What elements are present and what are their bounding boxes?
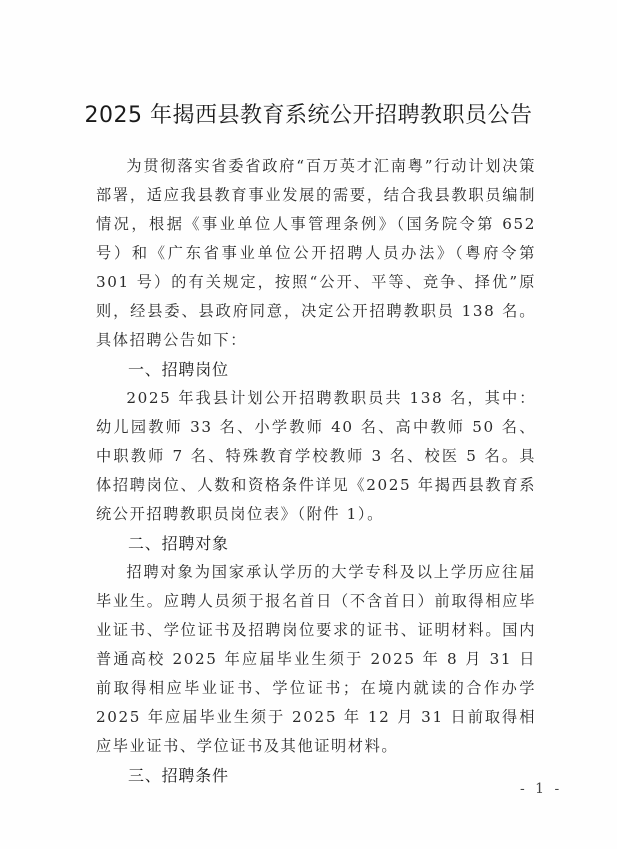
intro-paragraph: 为贯彻落实省委省政府“百万英才汇南粤”行动计划决策部署，适应我县教育事业发展的需要，结合我县教职员编制情况，根据《事业单位人事管理条例》（国务院令第 652 号）和《广东省事业单位公开招聘人员办法》（粤府令第 301 号）的有关规定，按照“公开、平等、竞争、择优”原则，经县委、县政府同意，决定公开招聘教职员 138 名。具体招聘公告如下： (96, 157, 536, 349)
document-title: 2025 年揭西县教育系统公开招聘教职员公告 (84, 103, 533, 128)
section-heading-positions: 一、招聘岗位 (128, 360, 229, 379)
section-text-targets: 招聘对象为国家承认学历的大学专科及以上学历应往届毕业生。应聘人员须于报名首日（不含首日）前取得相应毕业证书、学位证书及招聘岗位要求的证书、证明材料。国内普通高校 2025 年应届毕业生须于 2025 年 8 月 31 日前取得相应毕业证书、学位证书；在境内就读的合作办学 2025 年应届毕业生须于 2025 年 12 月 31 日前取得相应毕业证书、学位证书及其他证明材料。 (96, 563, 536, 755)
section-text-positions: 2025 年我县计划公开招聘教职员共 138 名，其中：幼儿园教师 33 名、小学教师 40 名、高中教师 50 名、中职教师 7 名、特殊教育学校教师 3 名、校医 5 名。具体招聘岗位、人数和资格条件详见《2025 年揭西县教育系统公开招聘教职员岗位表》（附件 1）。 (96, 389, 536, 523)
page-number: - 1 - (520, 781, 563, 797)
section-heading-conditions: 三、招聘条件 (128, 766, 229, 785)
document-body (96, 152, 536, 790)
section-heading-targets: 二、招聘对象 (128, 534, 229, 553)
